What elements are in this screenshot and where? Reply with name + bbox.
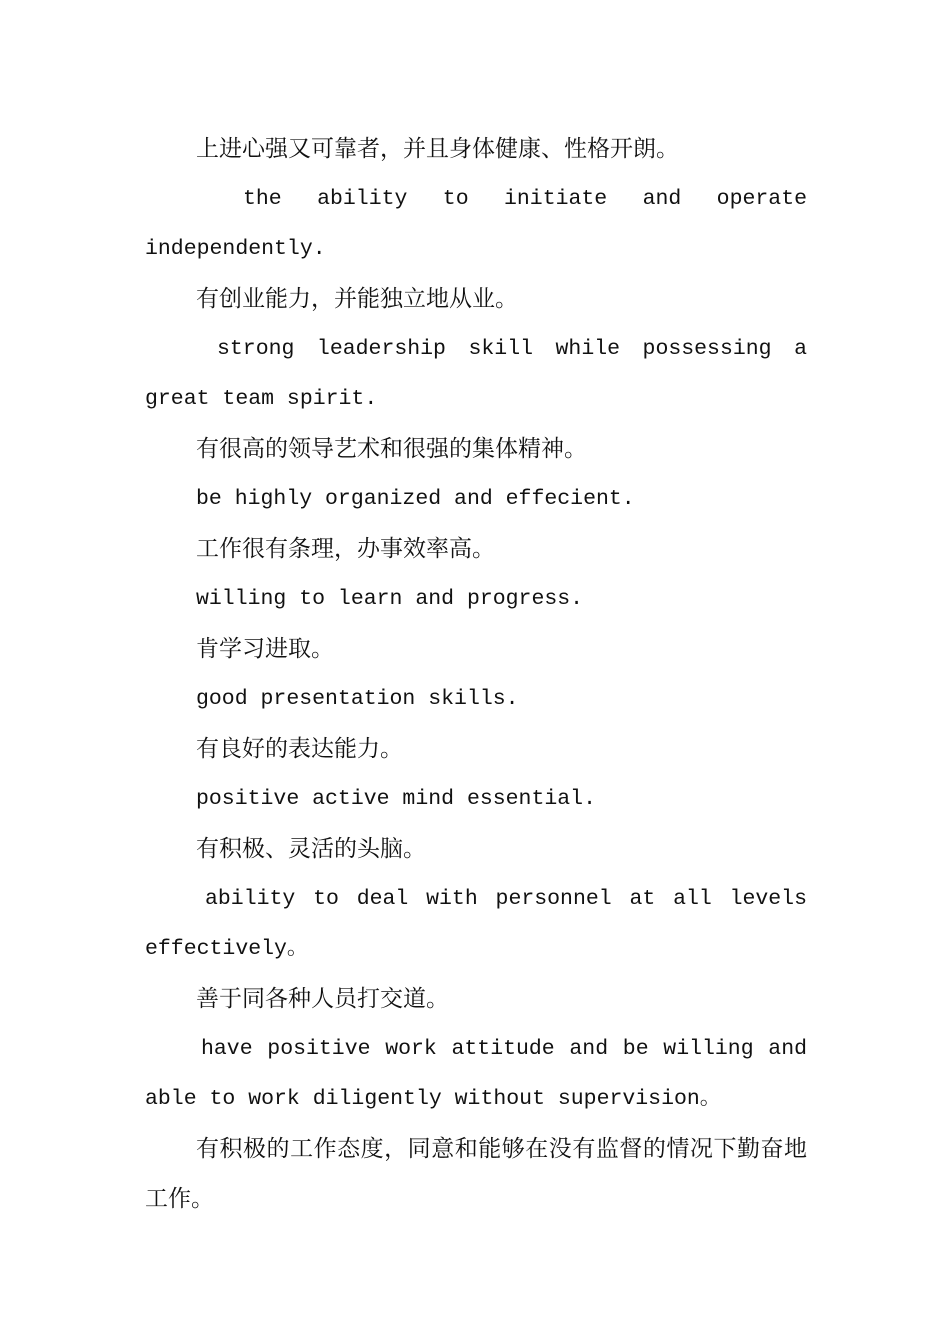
paragraph-zh-7: 有积极、灵活的头脑。: [196, 836, 426, 862]
paragraph-en-7: ability to deal with personnel at all levels effectively。: [145, 887, 807, 961]
paragraph-en-8: have positive work attitude and be willing and able to work diligently without supervision。: [145, 1037, 807, 1111]
document-body: [145, 124, 807, 1224]
paragraph-en-3: be highly organized and effecient.: [196, 487, 635, 511]
paragraph-en-2: strong leadership skill while possessing a great team spirit.: [145, 337, 807, 411]
paragraph-zh-6: 有良好的表达能力。: [196, 736, 403, 762]
paragraph-zh-1: 上进心强又可靠者，并且身体健康、性格开朗。: [196, 136, 679, 162]
paragraph-zh-5: 肯学习进取。: [196, 636, 334, 662]
paragraph-en-5: good presentation skills.: [196, 687, 519, 711]
paragraph-zh-3: 有很高的领导艺术和很强的集体精神。: [196, 436, 587, 462]
paragraph-zh-8: 善于同各种人员打交道。: [196, 986, 449, 1012]
paragraph-en-6: positive active mind essential.: [196, 787, 596, 811]
paragraph-zh-2: 有创业能力，并能独立地从业。: [196, 286, 518, 312]
paragraph-zh-9: 有积极的工作态度，同意和能够在没有监督的情况下勤奋地工作。: [145, 1136, 807, 1212]
paragraph-en-1: the ability to initiate and operate independently.: [145, 187, 807, 261]
paragraph-en-4: willing to learn and progress.: [196, 587, 584, 611]
paragraph-zh-4: 工作很有条理，办事效率高。: [196, 536, 495, 562]
